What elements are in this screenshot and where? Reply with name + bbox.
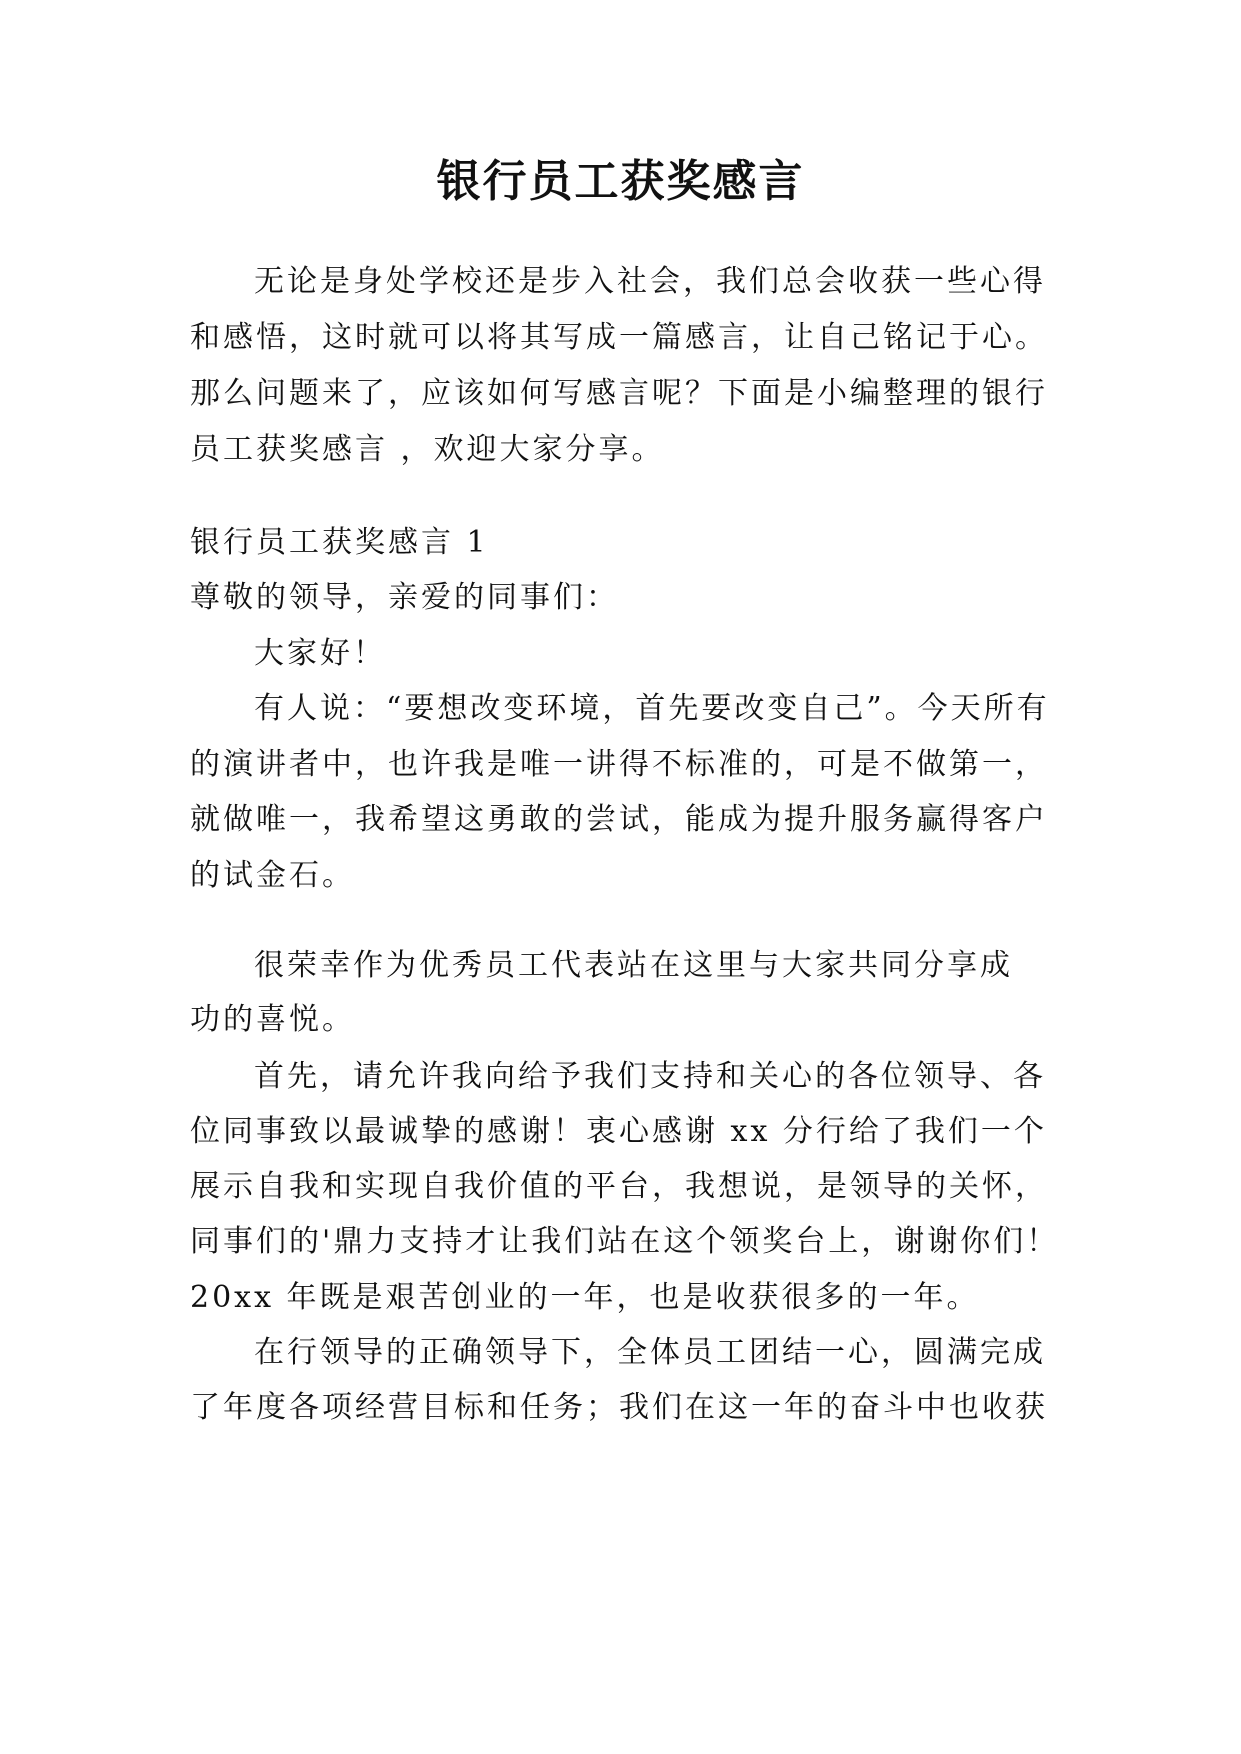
paragraph-line: 就做唯一，我希望这勇敢的尝试，能成为提升服务赢得客户: [190, 802, 1048, 837]
paragraph-line: 的演讲者中，也许我是唯一讲得不标准的，可是不做第一，: [190, 747, 1048, 782]
paragraph-line: 很荣幸作为优秀员工代表站在这里与大家共同分享成: [254, 948, 1013, 983]
paragraph-line: 的试金石。: [190, 858, 355, 893]
section-heading: 银行员工获奖感言 1: [190, 525, 489, 560]
paragraph-line: 位同事致以最诚挚的感谢！衷心感谢 xx 分行给了我们一个: [190, 1114, 1047, 1149]
paragraph-line: 了年度各项经营目标和任务；我们在这一年的奋斗中也收获: [190, 1390, 1048, 1425]
paragraph-line: 有人说：“要想改变环境，首先要改变自己”。今天所有: [254, 691, 1050, 726]
salutation: 尊敬的领导，亲爱的同事们：: [190, 580, 619, 615]
paragraph-line: 在行领导的正确领导下，全体员工团结一心，圆满完成: [254, 1335, 1046, 1370]
paragraph-line: 同事们的'鼎力支持才让我们站在这个领奖台上，谢谢你们！: [190, 1224, 1060, 1259]
paragraph-line: 员工获奖感言 ，欢迎大家分享。: [190, 432, 665, 467]
paragraph-line: 展示自我和实现自我价值的平台，我想说，是领导的关怀，: [190, 1169, 1048, 1204]
paragraph-line: 和感悟，这时就可以将其写成一篇感言，让自己铭记于心。: [190, 320, 1048, 355]
paragraph-line: 那么问题来了，应该如何写感言呢？下面是小编整理的银行: [190, 376, 1048, 411]
paragraph-line: 20xx 年既是艰苦创业的一年，也是收获很多的一年。: [190, 1280, 980, 1315]
paragraph-line: 无论是身处学校还是步入社会，我们总会收获一些心得: [254, 264, 1046, 299]
document-title: 银行员工获奖感言: [436, 156, 805, 207]
paragraph-line: 首先，请允许我向给予我们支持和关心的各位领导、各: [254, 1059, 1046, 1094]
greeting: 大家好！: [254, 636, 386, 671]
paragraph-line: 功的喜悦。: [190, 1002, 355, 1037]
